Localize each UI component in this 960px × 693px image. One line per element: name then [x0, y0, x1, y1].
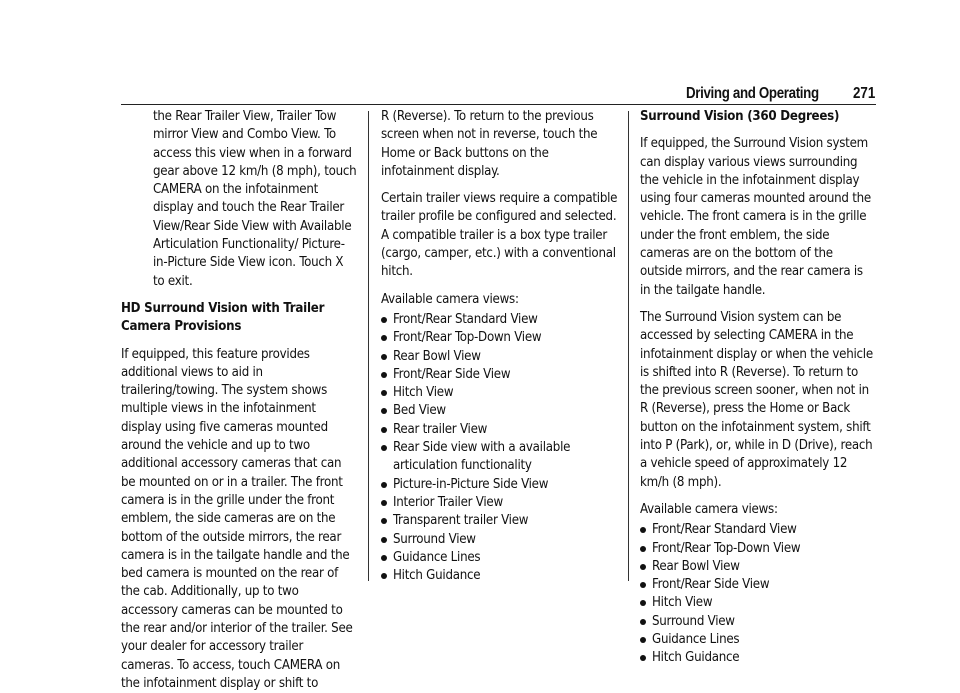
bullet-icon — [381, 427, 387, 433]
bullet-icon — [381, 500, 387, 506]
column-2 — [381, 108, 619, 585]
list-item: Surround View — [640, 613, 876, 631]
section-title: Driving and Operating — [686, 85, 819, 102]
bullet-icon — [381, 372, 387, 378]
bullet-icon — [640, 600, 646, 606]
bullet-icon — [640, 527, 646, 533]
bullet-icon — [381, 573, 387, 579]
list-item: Rear Bowl View — [381, 348, 619, 366]
list-item: Surround View — [381, 531, 619, 549]
bullet-icon — [381, 390, 387, 396]
column-divider-right — [628, 111, 629, 581]
page-number: 271 — [853, 85, 876, 102]
list-item: Rear Bowl View — [640, 558, 876, 576]
views-intro: Available camera views: — [381, 291, 519, 307]
trailer-views-paragraph: Certain trailer views require a compatible trailer profile be configured and selected. A compatible trailer is a box type trailer (cargo, camper, etc.) with a conventional hitch. — [381, 191, 618, 280]
bullet-icon — [640, 582, 646, 588]
list-item: Guidance Lines — [381, 549, 619, 567]
list-item: Transparent trailer View — [381, 512, 619, 530]
list-item: Interior Trailer View — [381, 494, 619, 512]
list-item: Bed View — [381, 402, 619, 420]
section-heading-surround-vision-360: Surround Vision (360 Degrees) — [640, 109, 840, 124]
camera-views-list — [381, 311, 619, 585]
camera-views-list — [640, 521, 876, 667]
bullet-icon — [381, 354, 387, 360]
bullet-icon — [640, 546, 646, 552]
list-item: Front/Rear Standard View — [640, 521, 876, 539]
bullet-icon — [381, 335, 387, 341]
list-item: Guidance Lines — [640, 631, 876, 649]
bullet-icon — [381, 317, 387, 323]
list-item: Hitch View — [640, 594, 876, 612]
list-item: Picture-in-Picture Side View — [381, 476, 619, 494]
list-item: Hitch Guidance — [381, 567, 619, 585]
bullet-icon — [381, 445, 387, 451]
bullet-icon — [381, 482, 387, 488]
list-item: Front/Rear Side View — [381, 366, 619, 384]
bullet-icon — [640, 655, 646, 661]
list-item: Front/Rear Side View — [640, 576, 876, 594]
bullet-icon — [640, 619, 646, 625]
list-item: Hitch Guidance — [640, 649, 876, 667]
list-item: Front/Rear Top-Down View — [640, 540, 876, 558]
list-item: Rear Side view with a available articulation functionality — [381, 439, 619, 476]
surround-vision-access: The Surround Vision system can be accessed by selecting CAMERA in the infotainment display or when the vehicle is shifted into R (Reverse). To return to the previous screen sooner, when not in R (Reverse), press the Home or Back button on the infotainment system, shift into P (Park), or, while in D (Drive), reach a vehicle speed of approximately 12 km/h (8 mph). — [640, 309, 873, 490]
surround-vision-description: If equipped, the Surround Vision system can display various views surrounding the vehicle in the infotainment display using four cameras mounted around the vehicle. The front camera is in the grille under the front emblem, the side cameras are on the bottom of the outside mirrors, and the rear camera is in the tailgate handle. — [640, 136, 871, 298]
page-header — [0, 0, 960, 110]
bullet-icon — [381, 408, 387, 414]
column-divider-left — [368, 111, 369, 581]
list-item: Front/Rear Top-Down View — [381, 329, 619, 347]
section-heading-hd-surround-vision: HD Surround Vision with Trailer Camera Provisions — [121, 300, 325, 335]
list-item: Rear trailer View — [381, 421, 619, 439]
bullet-icon — [640, 564, 646, 570]
continued-paragraph: the Rear Trailer View, Trailer Tow mirror View and Combo View. To access this view when in a forward gear above 12 km/h (8 mph), touch CAMERA on the infotainment display and touch the Rear Trailer View/Rear Side View with Available Articulation Functionality/ Picture-in-Picture Side View icon. Touch X to exit. — [153, 109, 357, 289]
column-3 — [640, 108, 876, 668]
list-item: Hitch View — [381, 384, 619, 402]
bullet-icon — [381, 518, 387, 524]
list-item: Front/Rear Standard View — [381, 311, 619, 329]
bullet-icon — [381, 537, 387, 543]
bullet-icon — [381, 555, 387, 561]
hd-surround-vision-body: If equipped, this feature provides additional views to aid in trailering/towing. The system shows multiple views in the infotainment display using five cameras mounted around the vehicle and up to two additional accessory cameras that can be mounted on or in a trailer. The front camera is in the grille under the front emblem, the side cameras are on the bottom of the outside mirrors, the rear camera is in the tailgate handle and the bed camera is mounted on the rear of the cab. Additionally, up to two accessory cameras can be mounted to the rear and/or interior of the trailer. See your dealer for accessory trailer cameras. To access, touch CAMERA on the infotainment display or shift to — [121, 346, 353, 691]
reverse-paragraph: R (Reverse). To return to the previous screen when not in reverse, touch the Home or Back buttons on the infotainment display. — [381, 109, 598, 179]
header-rule — [121, 104, 876, 105]
views-intro: Available camera views: — [640, 501, 778, 517]
column-1 — [121, 108, 357, 693]
bullet-icon — [640, 637, 646, 643]
